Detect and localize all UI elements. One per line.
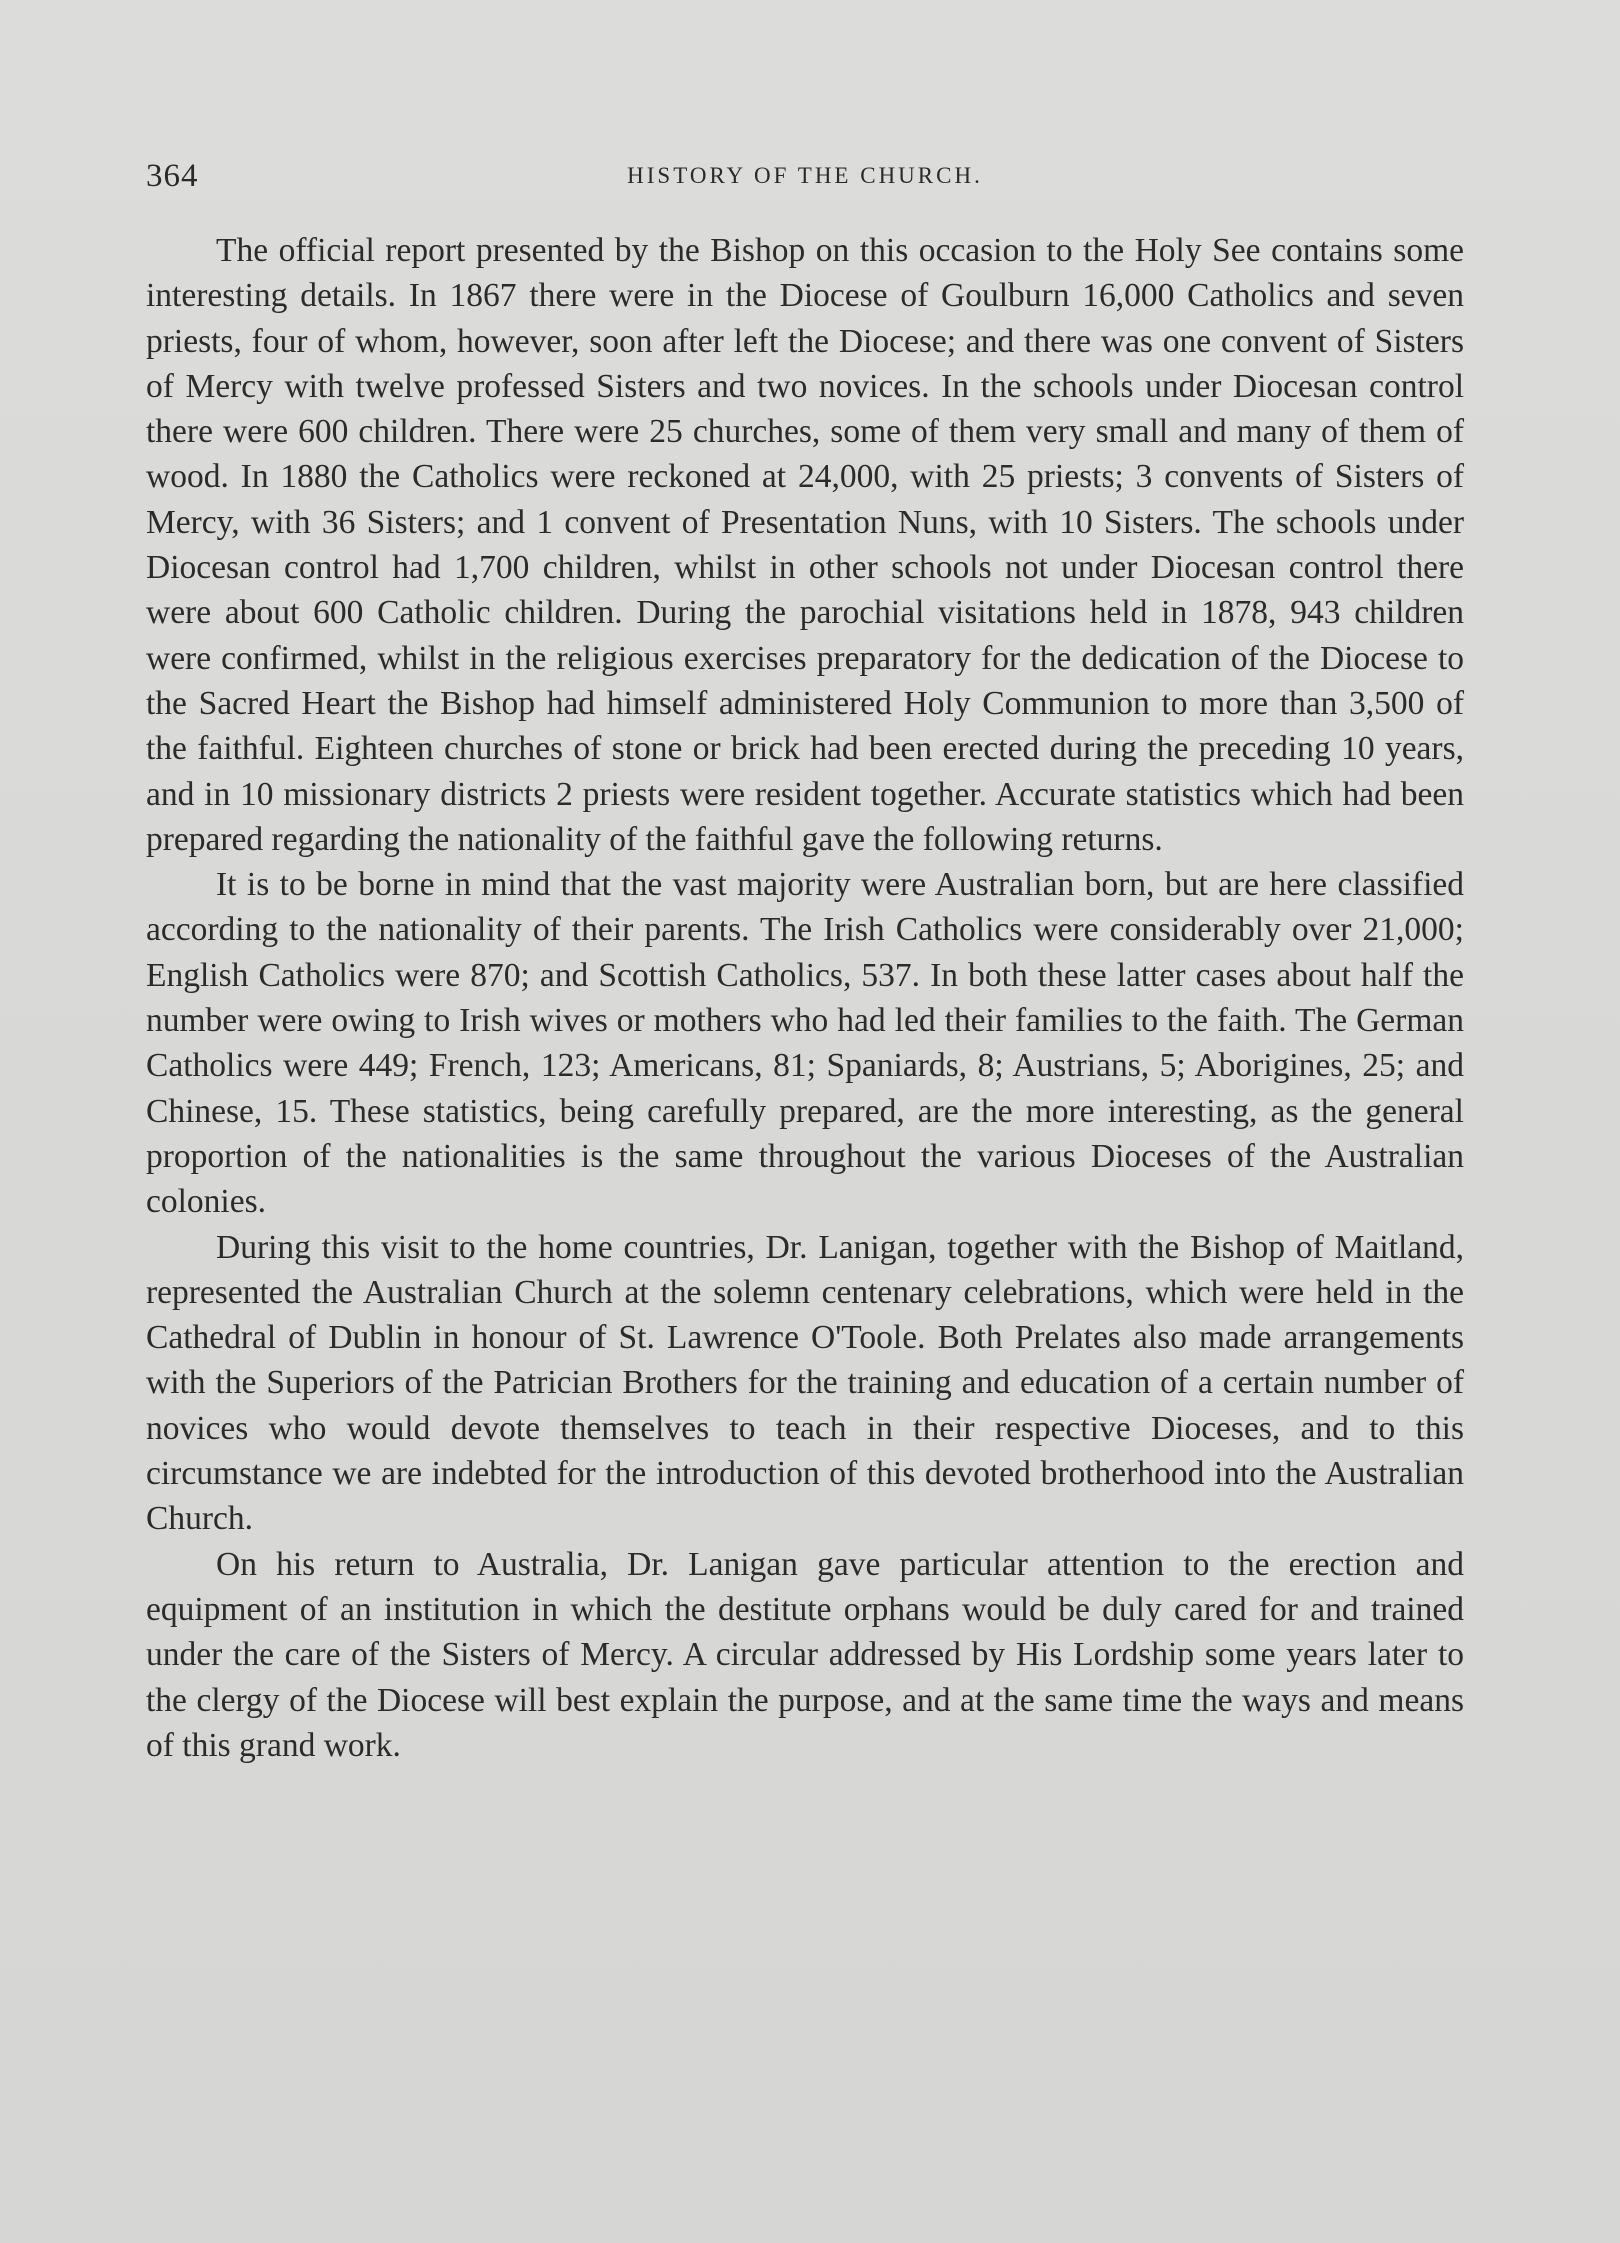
- paragraph-nationalities: It is to be borne in mind that the vast majority were Australian born, but are here classified according to the nationality of their parents. The Irish Catholics were considerably over 21,000; English Catholics were 870; and Scottish Catholics, 537. In both these latter cases about half the number were owing to Irish wives or mothers who had led their families to the faith. The German Catholics were 449; French, 123; Americans, 81; Spaniards, 8; Austrians, 5; Aborigines, 25; and Chinese, 15. These statistics, being carefully prepared, are the more interesting, as the general proportion of the nationalities is the same throughout the various Dioceses of the Australian colonies.: [146, 866, 1464, 1221]
- body-text: [146, 228, 1464, 1768]
- running-title: HISTORY OF THE CHURCH.: [627, 163, 983, 188]
- paragraph-official-report: The official report presented by the Bishop on this occasion to the Holy See contains some interesting details. In 1867 there were in the Diocese of Goulburn 16,000 Catholics and seven priests, four of whom, however, soon after left the Diocese; and there was one convent of Sisters of Mercy with twelve professed Sisters and two novices. In the schools under Diocesan control there were 600 children. There were 25 churches, some of them very small and many of them of wood. In 1880 the Catholics were reckoned at 24,000, with 25 priests; 3 convents of Sisters of Mercy, with 36 Sisters; and 1 convent of Presentation Nuns, with 10 Sisters. The schools under Diocesan control had 1,700 children, whilst in other schools not under Diocesan control there were about 600 Catholic children. During the parochial visitations held in 1878, 943 children were confirmed, whilst in the religious exercises preparatory for the dedication of the Diocese to the Sacred Heart the Bishop had himself administered Holy Communion to more than 3,500 of the faithful. Eighteen churches of stone or brick had been erected during the preceding 10 years, and in 10 missionary districts 2 priests were resident together. Accurate statistics which had been prepared regarding the nationality of the faithful gave the following returns.: [146, 232, 1464, 858]
- page-number: 364: [146, 158, 199, 194]
- paragraph-orphanage: On his return to Australia, Dr. Lanigan gave particular attention to the erection and equipment of an institution in which the destitute orphans would be duly cared for and trained under the care of the Sisters of Mercy. A circular addressed by His Lordship some years later to the clergy of the Diocese will best explain the purpose, and at the same time the ways and means of this grand work.: [146, 1545, 1464, 1764]
- paragraph-home-visit: During this visit to the home countries, Dr. Lanigan, together with the Bishop of Maitland, represented the Australian Church at the solemn centenary celebrations, which were held in the Cathedral of Dublin in honour of St. Lawrence O'Toole. Both Prelates also made arrangements with the Superiors of the Patrician Brothers for the training and education of a certain number of novices who would devote themselves to teach in their respective Dioceses, and to this circumstance we are indebted for the introduction of this devoted brotherhood into the Australian Church.: [146, 1228, 1464, 1538]
- page-header: [146, 154, 1464, 198]
